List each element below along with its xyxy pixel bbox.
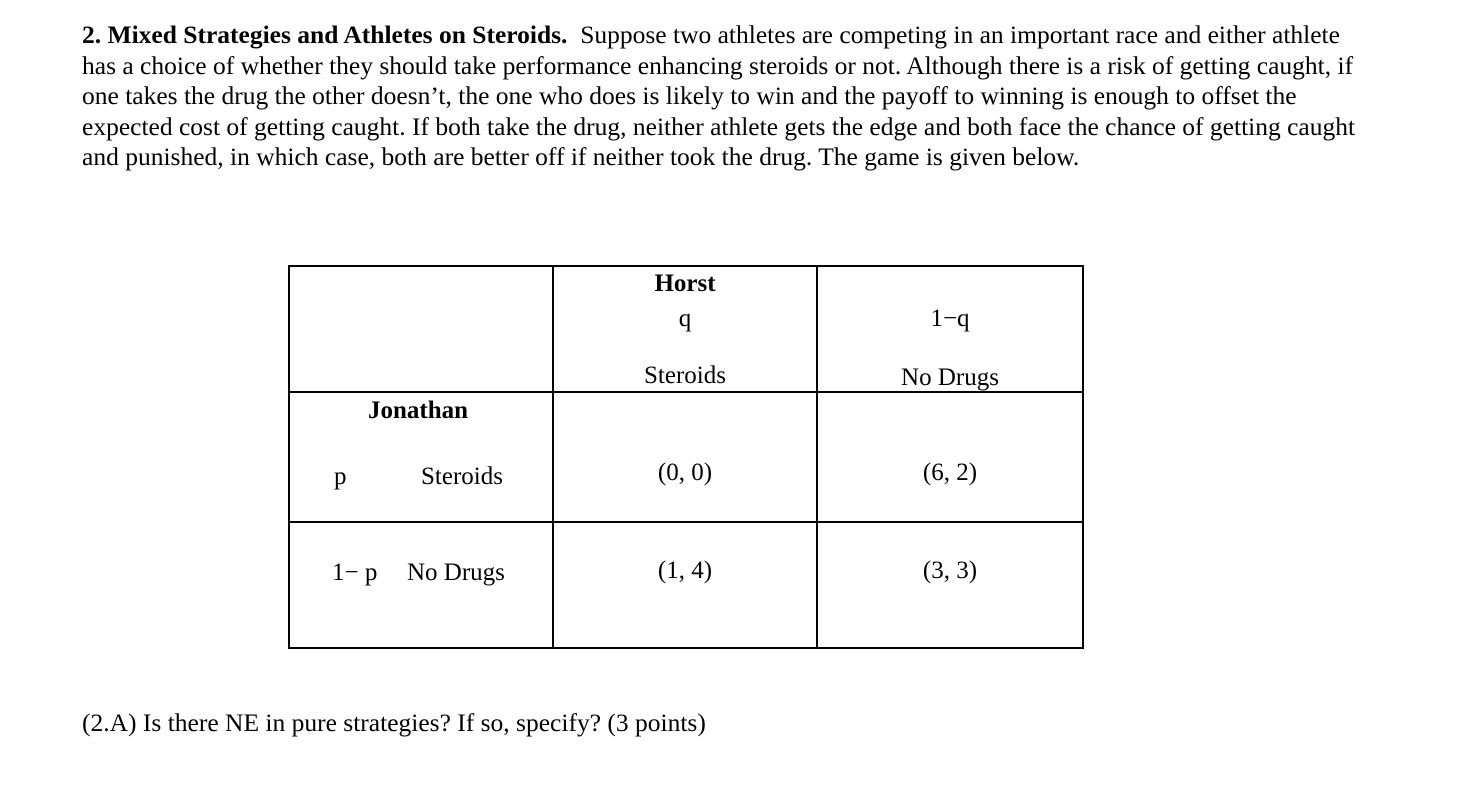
problem-heading: 2. Mixed Strategies and Athletes on Steroids. [82, 20, 568, 49]
payoff-cell [553, 392, 817, 522]
row-prob-1-p: 1− p [332, 559, 378, 586]
payoff-steroids-no-drugs: (6, 2) [922, 459, 978, 486]
column-header-no-drugs [817, 266, 1083, 392]
problem-body: Suppose two athletes are competing in an important race and either athlete has a choice of whether they should take performance enhancing steroids or not. Although there is a risk of getting caught, if one takes the drug the other doesn’t, the one who does is likely to win and the payoff to winning is enough to offset the expected cost of getting caught. If both take the drug, neither athlete gets the edge and both face the chance of getting caught and punished, in which case, both are better off if neither took the drug. The game is given below. [82, 20, 1356, 172]
problem-statement [82, 20, 1362, 173]
question-2a: (2.A) Is there NE in pure strategies? If so, specify? (3 points) [82, 708, 706, 737]
row-strategy-no-drugs: No Drugs [407, 559, 505, 586]
corner-cell [289, 266, 553, 392]
payoff-cell [817, 522, 1083, 648]
payoff-matrix [288, 265, 1084, 649]
payoff-no-drugs-steroids: (1, 4) [657, 557, 713, 584]
row-header-no-drugs [289, 522, 553, 648]
row-header-steroids [289, 392, 553, 522]
payoff-cell [553, 522, 817, 648]
row-strategy-steroids: Steroids [421, 463, 503, 490]
row-prob-p: p [334, 463, 347, 490]
payoff-row-steroids [289, 392, 1083, 522]
column-prob-1-q: 1−q [930, 305, 970, 332]
column-strategy-steroids: Steroids [644, 362, 726, 389]
payoff-no-drugs-no-drugs: (3, 3) [922, 557, 978, 584]
payoff-cell [817, 392, 1083, 522]
column-strategy-no-drugs: No Drugs [901, 364, 999, 391]
payoff-header-row [289, 266, 1083, 392]
payoff-row-no-drugs [289, 522, 1083, 648]
payoff-steroids-steroids: (0, 0) [657, 459, 713, 486]
row-player-name: Jonathan [368, 397, 469, 424]
column-player-name: Horst [654, 270, 716, 297]
column-header-steroids [553, 266, 817, 392]
column-prob-q: q [678, 305, 692, 332]
